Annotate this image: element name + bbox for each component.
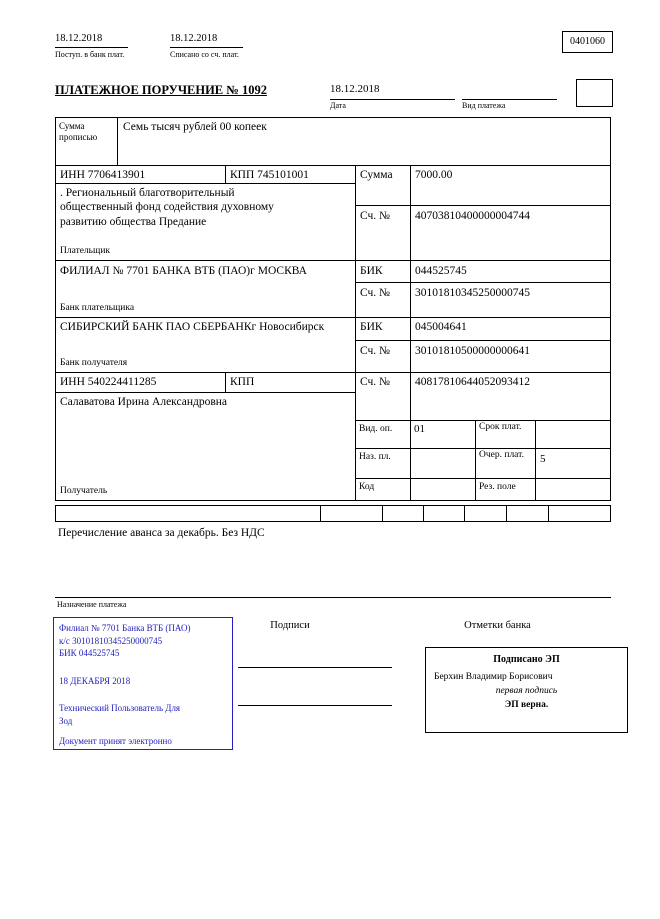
divider [55, 47, 128, 48]
table-border [610, 165, 611, 501]
table-border [225, 372, 226, 393]
payer-bank-bik-label: БИК [360, 265, 383, 277]
payee-account-label: Сч. № [360, 376, 391, 388]
tax-field-cell [548, 505, 611, 522]
divider [462, 99, 557, 100]
debited-date: 18.12.2018 [170, 33, 218, 44]
purpose-label: Назначение платежа [57, 600, 127, 609]
table-border [55, 317, 611, 318]
esignature-signer: Берхин Владимир Борисович [434, 672, 553, 682]
payment-kind-label: Вид платежа [462, 101, 506, 110]
tax-field-cell [55, 505, 321, 522]
bank-marks-label: Отметки банка [464, 620, 531, 631]
table-border [355, 282, 611, 283]
table-border [55, 392, 356, 393]
payer-inn: ИНН 7706413901 [60, 169, 146, 181]
table-border [355, 420, 611, 421]
form-code: 0401060 [570, 36, 605, 47]
payer-name: . Региональный благотворительный общественный фонд содействия духовному развитию общества Предание [60, 187, 274, 228]
table-border [410, 165, 411, 501]
table-border [355, 340, 611, 341]
payee-account: 40817810644052093412 [415, 376, 530, 388]
purpose-text: Перечисление аванса за декабрь. Без НДС [58, 527, 265, 539]
priority-label: Очер. плат. [479, 450, 524, 460]
payer-kpp: КПП 745101001 [230, 169, 309, 181]
code-label: Код [359, 482, 375, 492]
table-border [355, 165, 356, 501]
reserve-label: Рез. поле [479, 482, 516, 492]
bank-stamp-line: 18 ДЕКАБРЯ 2018 [59, 675, 131, 686]
table-border [535, 420, 536, 501]
signatures-label: Подписи [270, 620, 310, 631]
bank-stamp-line: Документ принят электронно [59, 736, 172, 746]
payer-bank-section-label: Банк плательщика [60, 303, 135, 313]
payer-bank-account: 30101810345250000745 [415, 287, 530, 299]
table-border [355, 478, 611, 479]
bank-stamp-line: БИК 044525745 [59, 648, 120, 658]
received-label: Поступ. в банк плат. [55, 50, 125, 59]
tax-field-cell [320, 505, 383, 522]
form-code-box [562, 31, 613, 53]
table-border [117, 117, 118, 166]
divider [330, 99, 455, 100]
table-border [55, 183, 356, 184]
received-date: 18.12.2018 [55, 33, 103, 44]
divider [170, 47, 243, 48]
debited-label: Списано со сч. плат. [170, 50, 239, 59]
table-border [55, 500, 611, 501]
purpose-code-label: Наз. пл. [359, 452, 391, 462]
bank-stamp-line: Технический Пользователь Для [59, 703, 181, 713]
payee-bank-section-label: Банк получателя [60, 358, 128, 368]
bank-stamp [53, 617, 233, 750]
esignature-kind: первая подпись [495, 686, 558, 697]
table-border [55, 165, 611, 166]
bank-stamp-line: Филиал № 7701 Банка ВТБ (ПАО) [59, 623, 191, 633]
tax-field-cell [464, 505, 507, 522]
esignature-verdict: ЭП верна. [504, 699, 549, 710]
priority-value: 5 [540, 453, 546, 465]
tax-field-cell [423, 505, 465, 522]
table-border [55, 260, 611, 261]
op-kind-value: 01 [414, 423, 425, 435]
document-title: ПЛАТЕЖНОЕ ПОРУЧЕНИЕ № 1092 [55, 83, 267, 97]
op-kind-label: Вид. оп. [359, 424, 393, 434]
payee-section-label: Получатель [60, 486, 108, 496]
payee-bank-bik-label: БИК [360, 321, 383, 333]
payer-account-label: Сч. № [360, 210, 391, 222]
signature-line [238, 705, 392, 706]
tax-field-cell [506, 505, 549, 522]
sum-label: Сумма [360, 169, 393, 181]
date-label: Дата [330, 101, 346, 110]
amount-words-value: Семь тысяч рублей 00 копеек [123, 121, 267, 133]
tax-field-cell [382, 505, 424, 522]
table-border [355, 448, 611, 449]
payee-bank-account-label: Сч. № [360, 345, 391, 357]
document-date: 18.12.2018 [330, 83, 380, 95]
table-border [475, 420, 476, 501]
payee-bank-bik: 045004641 [415, 321, 467, 333]
payer-account: 40703810400000004744 [415, 210, 530, 222]
bank-stamp-line: к/с 30101810345250000745 [59, 635, 163, 646]
payee-bank-name: СИБИРСКИЙ БАНК ПАО СБЕРБАНКг Новосибирск [60, 321, 325, 333]
payer-section-label: Плательщик [60, 246, 111, 256]
payee-name: Салаватова Ирина Александровна [60, 396, 228, 408]
table-border [225, 165, 226, 184]
pay-term-label: Срок плат. [479, 422, 522, 432]
payee-kpp: КПП [230, 376, 255, 388]
payment-kind-box [576, 79, 613, 107]
payer-bank-account-label: Сч. № [360, 287, 391, 299]
payee-bank-account: 30101810500000000641 [415, 345, 530, 357]
signature-line [238, 667, 392, 668]
payee-inn: ИНН 540224411285 [60, 376, 157, 388]
payer-bank-name: ФИЛИАЛ № 7701 БАНКА ВТБ (ПАО)г МОСКВА [60, 265, 307, 277]
table-border [55, 372, 611, 373]
table-border [355, 205, 611, 206]
esignature-title: Подписано ЭП [493, 654, 560, 665]
divider [55, 597, 611, 598]
payer-bank-bik: 044525745 [415, 265, 467, 277]
bank-stamp-line: Зод [59, 715, 73, 726]
amount-words-label: Сумма прописью [59, 121, 98, 142]
esignature-box [425, 647, 628, 733]
table-border [55, 165, 56, 501]
sum-value: 7000.00 [415, 169, 453, 181]
